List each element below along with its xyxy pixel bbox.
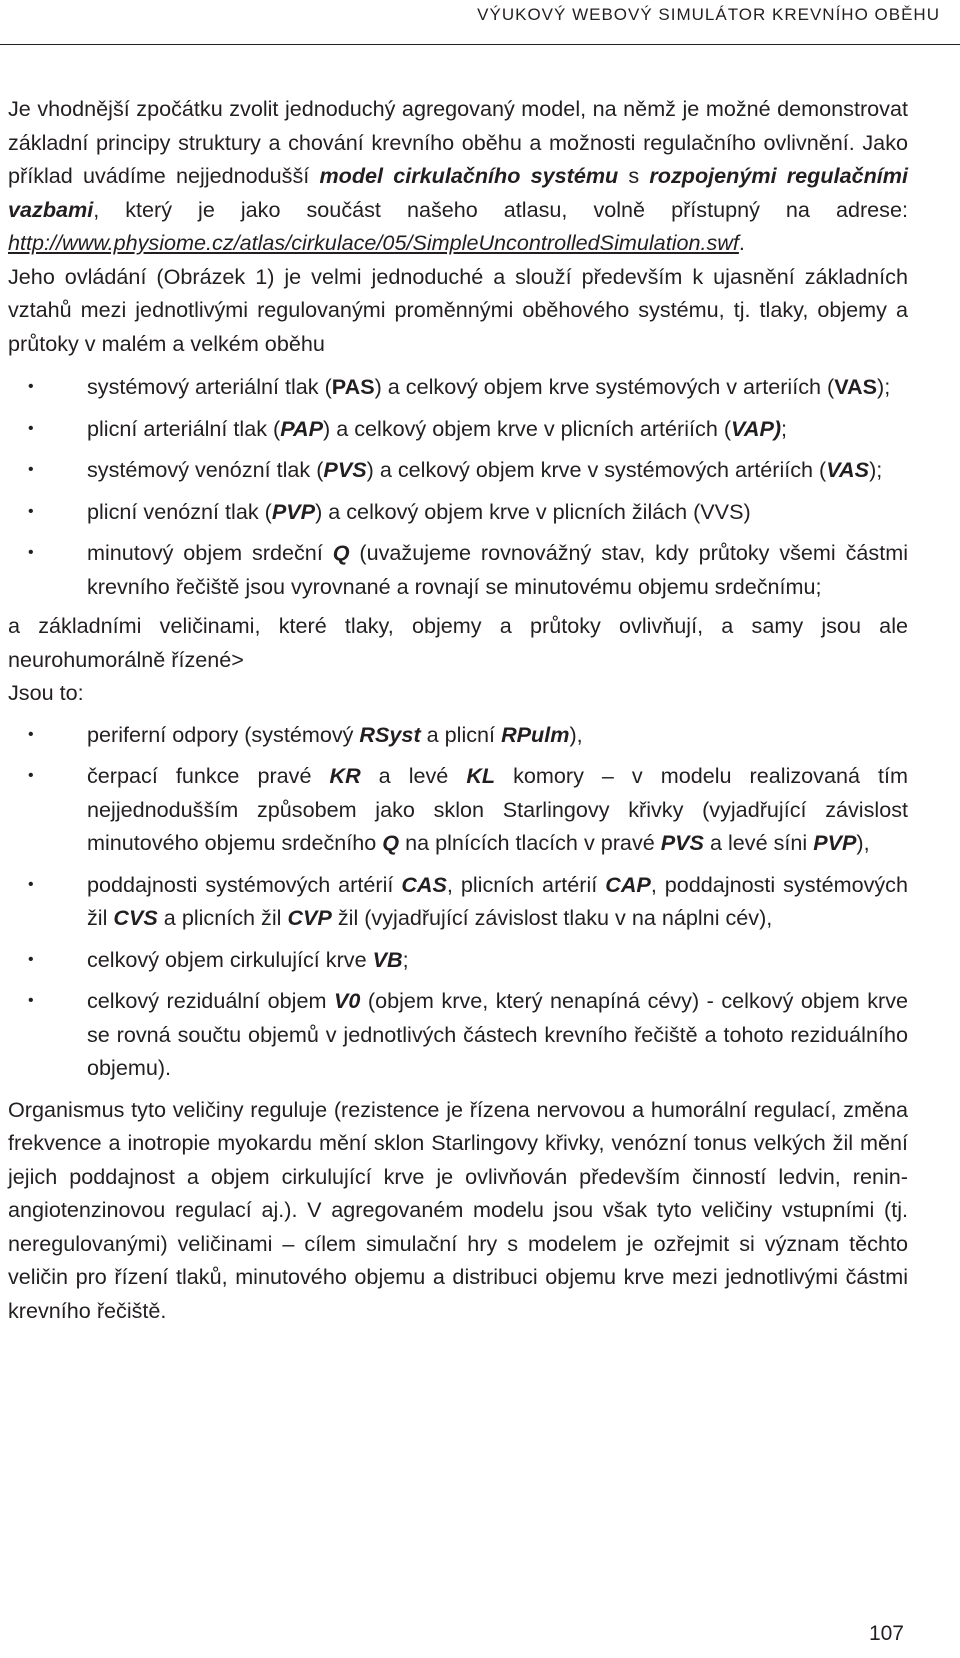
- list-item: • poddajnosti systémových artérií CAS, plicních artérií CAP, poddajnosti systémových žil CVS a plicních žil CVP žil (vyjadřující závislost tlaku v na náplni cév),: [8, 868, 908, 935]
- text-run: , který je jako součást našeho atlasu, volně přístupný na adrese:: [93, 196, 908, 222]
- intro-paragraph: [8, 92, 908, 260]
- list-item: • plicní arteriální tlak (PAP) a celkový objem krve v plicních artériích (VAP);: [8, 412, 908, 446]
- page-number: 107: [868, 1622, 904, 1645]
- list-item: • systémový venózní tlak (PVS) a celkový objem krve v systémových artériích (VAS);: [8, 453, 908, 487]
- text-run: Je vhodnější zpočátku zvolit jednoduchý agregovaný model, na němž je možné demonstrovat základní principy struktury a chování krevního oběhu a možnosti regulačního ovlivnění. Jako příklad uvádíme nejjednodušší: [8, 96, 908, 188]
- transition-paragraph: a základními veličinami, které tlaky, objemy a průtoky ovlivňují, a samy jsou ale neurohumorálně řízené>: [8, 613, 908, 672]
- list-item: • celkový reziduální objem V0 (objem krve, který nenapíná cévy) - celkový objem krve se rovná součtu objemů v jednotlivých částech krevního řečiště a tohoto reziduálního objemu).: [8, 984, 908, 1085]
- list-item: • periferní odpory (systémový RSyst a plicní RPulm),: [8, 718, 908, 752]
- text-run: s: [618, 163, 650, 188]
- controls-paragraph: Jeho ovládání (Obrázek 1) je velmi jednoduché a slouží především k ujasnění základních vztahů mezi jednotlivými regulovanými proměnnými oběhového systému, tj. tlaky, objemy a průtoky v malém a velkém oběhu: [8, 263, 908, 356]
- input-variables-list: [8, 718, 908, 1085]
- text-run: .: [738, 230, 745, 255]
- list-item: • plicní venózní tlak (PVP) a celkový objem krve v plicních žilách (VVS): [8, 495, 908, 529]
- emphasis-feedback: rozpojenými regulačními vazbami: [8, 163, 908, 222]
- header-title: VÝUKOVÝ WEBOVÝ SIMULÁTOR KREVNÍHO OBĚHU: [477, 5, 940, 24]
- header-rule: [0, 44, 960, 45]
- running-header: [0, 0, 960, 48]
- list-item: • systémový arteriální tlak (PAS) a celkový objem krve systémových v arteriích (VAS);: [8, 370, 908, 404]
- list-item: • čerpací funkce pravé KR a levé KL komory – v modelu realizovaná tím nejjednodušším způsobem jako sklon Starlingovy křivky (vyjadřující závislost minutového objemu srdečního Q na plnících tlacích v pravé PVS a levé síni PVP),: [8, 759, 908, 860]
- simulator-link[interactable]: http://www.physiome.cz/atlas/cirkulace/05/SimpleUncontrolledSimulation.swf: [8, 230, 739, 255]
- list-item: • celkový objem cirkulující krve VB;: [8, 943, 908, 977]
- emphasis-model: model cirkulačního systému: [319, 163, 619, 188]
- regulated-variables-list: [8, 370, 908, 603]
- closing-paragraph: Organismus tyto veličiny reguluje (rezistence je řízena nervovou a humorální regulací, změna frekvence a inotropie myokardu mění sklon Starlingovy křivky, venózní tonus velkých žil mění jejich poddajnost a objem cirkulující krve je ovlivňován především činností ledvin, renin-angiotenzinovou regulací aj.). V agregovaném modelu jsou však tyto veličiny vstupními (tj. neregulovanými) veličinami – cílem simulační hry s modelem je ozřejmit si význam těchto veličin pro řízení tlaků, minutového objemu a distribuci objemu krve mezi jednotlivými částmi krevního řečiště.: [8, 1096, 908, 1323]
- jsou-to-label: Jsou to:: [8, 680, 84, 705]
- list-item: • minutový objem srdeční Q (uvažujeme rovnovážný stav, kdy průtoky všemi částmi krevního řečiště jsou vyrovnané a rovnají se minutovému objemu srdečnímu;: [8, 536, 908, 603]
- page-content: [8, 92, 908, 1327]
